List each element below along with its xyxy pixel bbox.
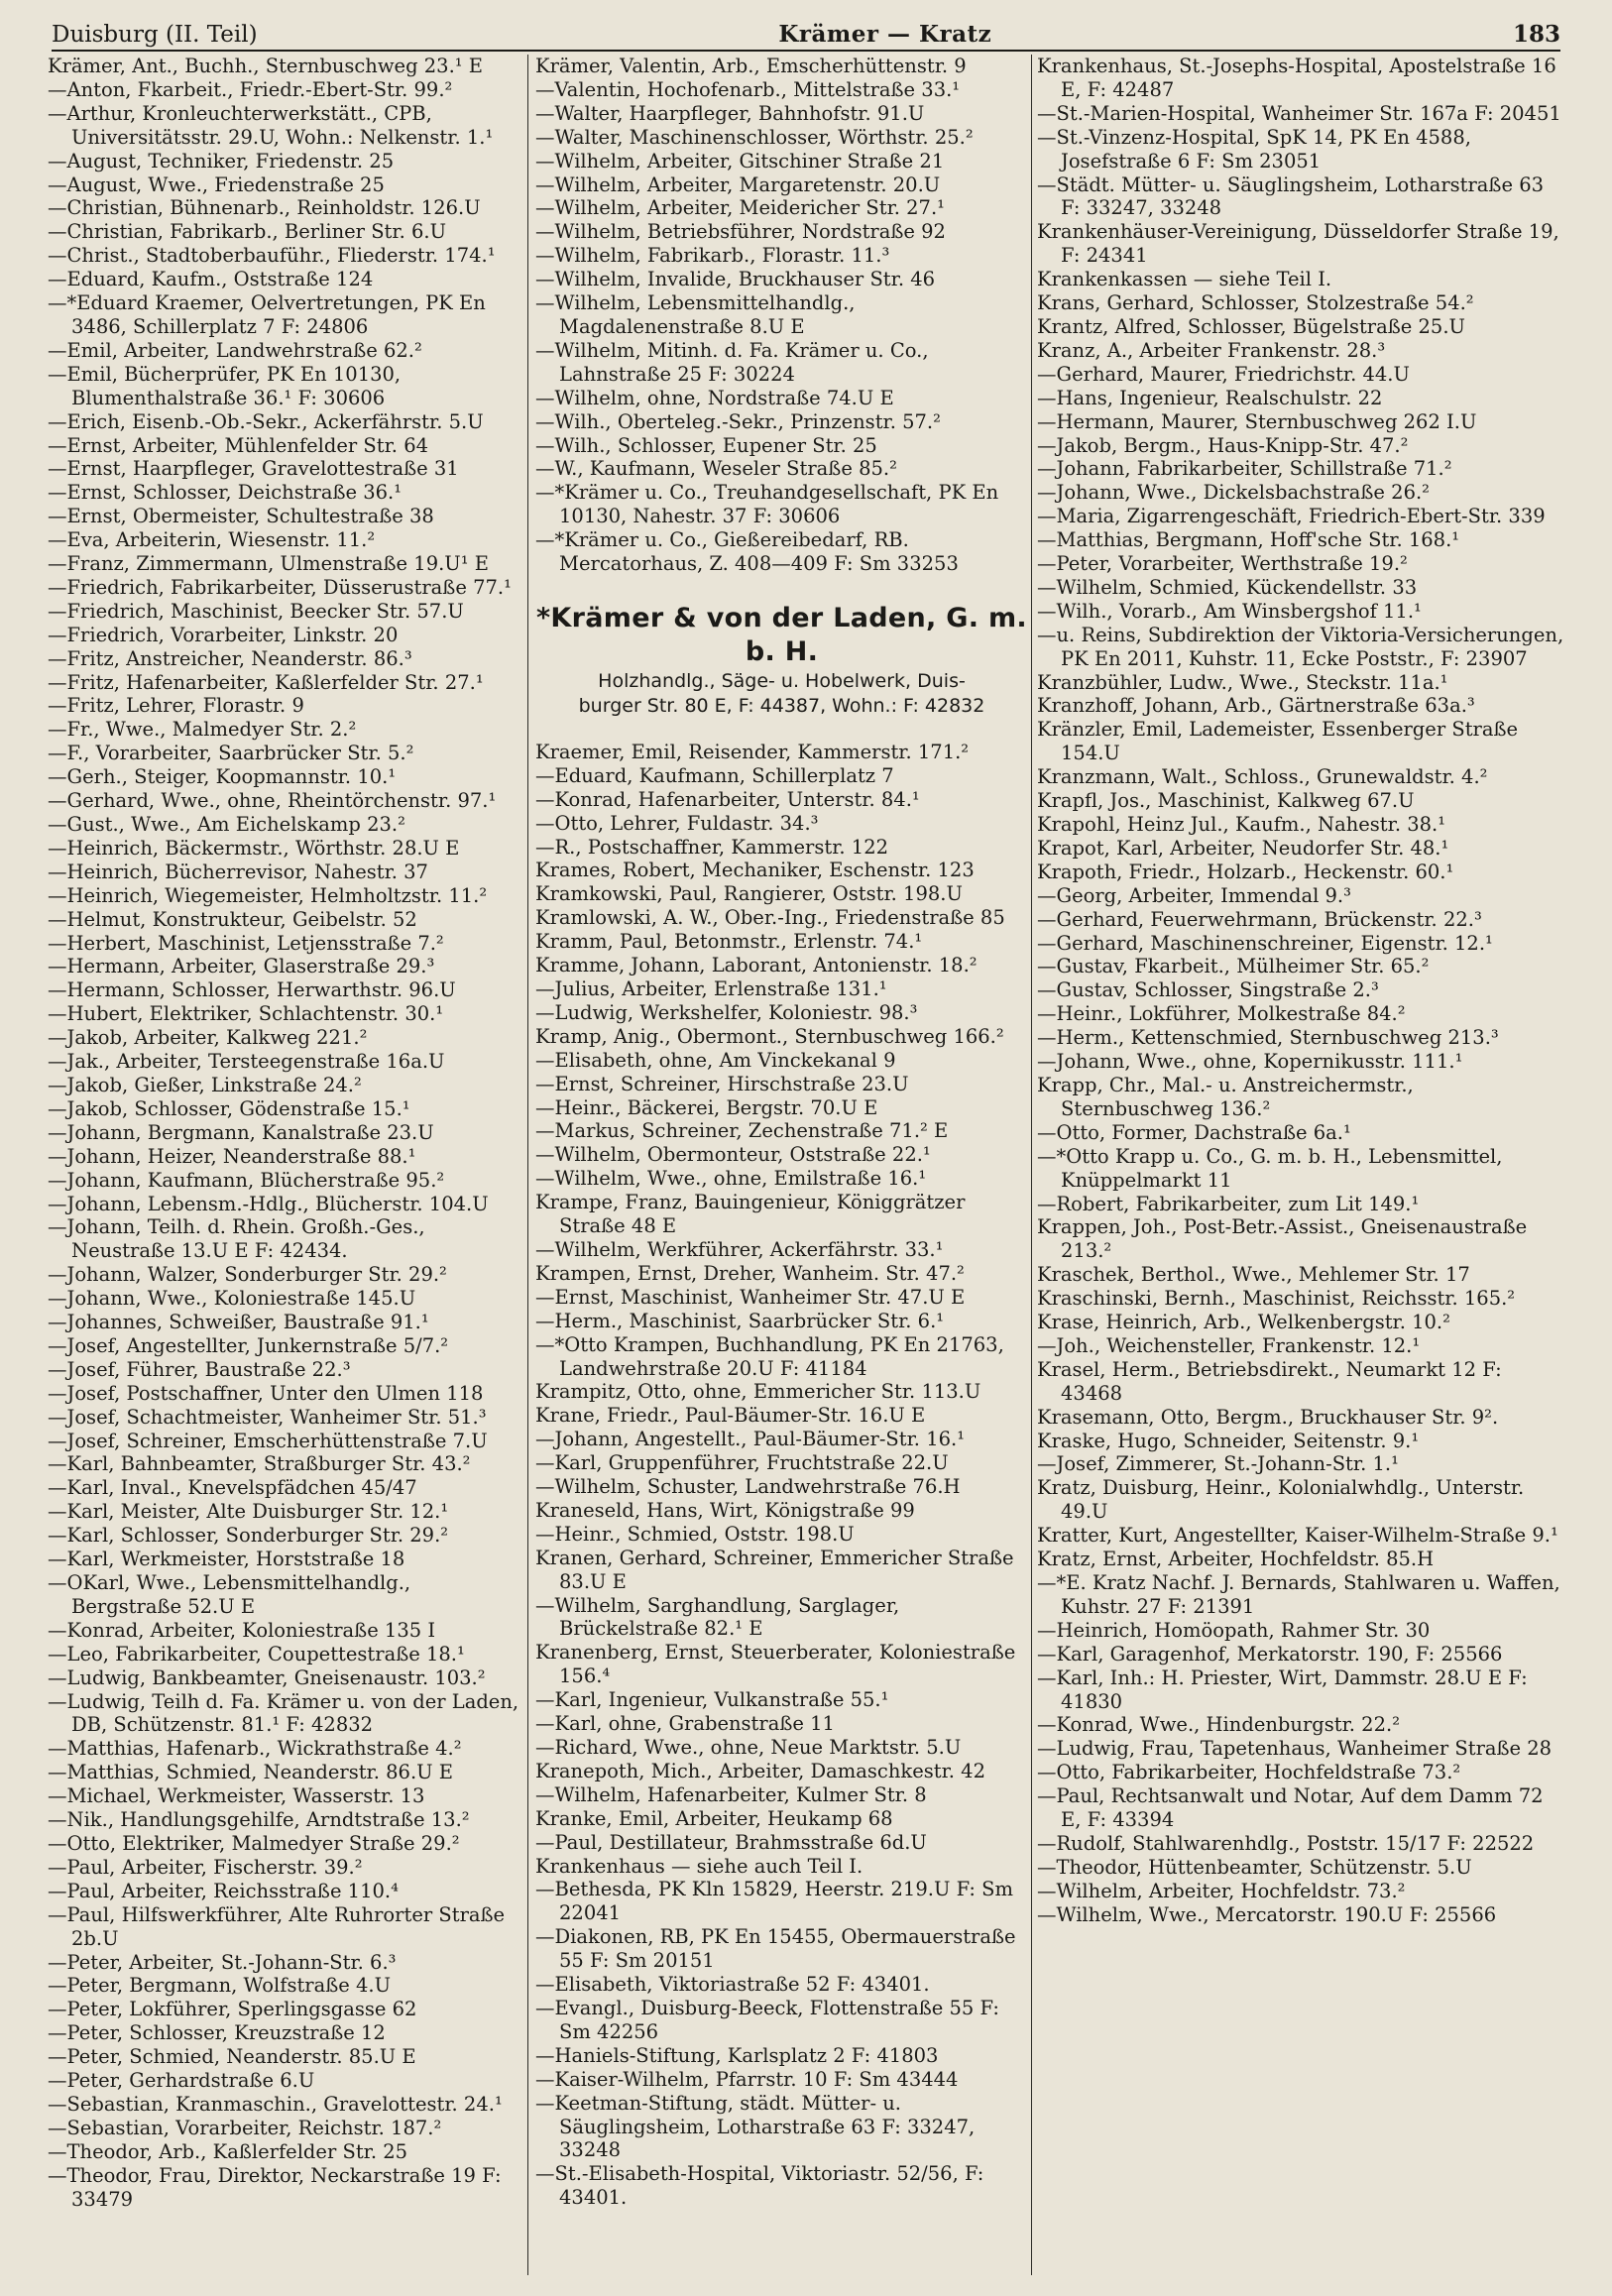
directory-entry: —Johann, Wwe., ohne, Kopernikusstr. 111.¹ xyxy=(1037,1050,1463,1074)
directory-entry: —Wilhelm, ohne, Nordstraße 74.U E xyxy=(535,386,894,409)
directory-entry: —Georg, Arbeiter, Immendal 9.³ xyxy=(1037,883,1351,907)
directory-entry: Kraske, Hugo, Schneider, Seitenstr. 9.¹ xyxy=(1037,1429,1420,1452)
directory-entry: Krapohl, Heinz Jul., Kaufm., Nahestr. 38.¹ xyxy=(1037,813,1446,836)
directory-entry: —Ernst, Schreiner, Hirschstraße 23.U xyxy=(535,1072,909,1095)
header-name-range: Krämer — Kratz xyxy=(778,21,992,48)
directory-entry: —Ludwig, Teilh d. Fa. Krämer u. von der Laden, DB, Schützenstr. 81.¹ F: 42832 xyxy=(48,1689,519,1737)
directory-entry: —Wilhelm, Lebensmittelhandlg., Magdalenenstraße 8.U E xyxy=(535,291,856,338)
directory-entry: —Johann, Heizer, Neanderstraße 88.¹ xyxy=(48,1144,416,1168)
ad-title: *Krämer & von der Laden, G. m. b. H. xyxy=(536,602,1027,667)
directory-entry: —Johann, Teilh. d. Rhein. Großh.-Ges., Neustraße 13.U E F: 42434. xyxy=(48,1215,425,1263)
directory-entry: —Ernst, Maschinist, Wanheimer Str. 47.U E xyxy=(535,1285,966,1309)
directory-entry: —*Eduard Kraemer, Oelvertretungen, PK En 3486, Schillerplatz 7 F: 24806 xyxy=(48,291,486,338)
directory-entry: —Johann, Fabrikarbeiter, Schillstraße 71.² xyxy=(1037,457,1452,481)
directory-entry: —Maria, Zigarrengeschäft, Friedrich-Ebert-Str. 339 xyxy=(1037,505,1546,528)
directory-entry: —Josef, Zimmerer, St.-Johann-Str. 1.¹ xyxy=(1037,1452,1399,1476)
directory-entry: —R., Postschaffner, Kammerstr. 122 xyxy=(535,835,889,859)
directory-entry: —Wilhelm, Invalide, Bruckhauser Str. 46 xyxy=(535,268,936,291)
directory-entry: —Otto, Lehrer, Fuldastr. 34.³ xyxy=(535,811,819,835)
directory-entry: Kranzmann, Walt., Schloss., Grunewaldstr. 4.² xyxy=(1037,765,1488,789)
directory-entry: —St.-Marien-Hospital, Wanheimer Str. 167a F: 20451 xyxy=(1037,101,1561,125)
directory-entry: —Josef, Führer, Baustraße 22.³ xyxy=(48,1357,351,1381)
directory-entry: Krämer, Valentin, Arb., Emscherhüttenstr. 9 xyxy=(535,55,967,77)
directory-entry: —Valentin, Hochofenarb., Mittelstraße 33.¹ xyxy=(535,77,961,101)
directory-entry: —Ernst, Haarpfleger, Gravelottestraße 31 xyxy=(48,457,459,481)
directory-entry: —Jakob, Gießer, Linkstraße 24.² xyxy=(48,1073,362,1096)
directory-entry: —Peter, Bergmann, Wolfstraße 4.U xyxy=(48,1974,392,1998)
directory-entry: Kranen, Gerhard, Schreiner, Emmericher Straße 83.U E xyxy=(535,1546,1014,1593)
directory-entry: —Hermann, Maurer, Sternbuschweg 262 I.U xyxy=(1037,409,1477,433)
directory-entry: Krase, Heinrich, Arb., Welkenbergstr. 10.² xyxy=(1037,1311,1450,1334)
directory-entry: —Wilhelm, Werkführer, Ackerfährstr. 33.¹ xyxy=(535,1237,944,1261)
directory-entry: —Wilh., Oberteleg.-Sekr., Prinzenstr. 57.² xyxy=(535,409,941,433)
directory-entry: —Emil, Arbeiter, Landwehrstraße 62.² xyxy=(48,338,422,362)
directory-entry: —*Krämer u. Co., Gießereibedarf, RB. Mercatorhaus, Z. 408—409 F: Sm 33253 xyxy=(535,528,959,576)
directory-entry: —Joh., Weichensteller, Frankenstr. 12.¹ xyxy=(1037,1333,1421,1357)
directory-entry: —Wilh., Schlosser, Eupener Str. 25 xyxy=(535,433,877,457)
directory-entry: —Friedrich, Fabrikarbeiter, Düsserustraße 77.¹ xyxy=(48,575,512,599)
directory-entry: —Paul, Destillateur, Brahmsstraße 6d.U xyxy=(535,1830,927,1854)
directory-entry: —Christian, Fabrikarb., Berliner Str. 6.U xyxy=(48,220,447,244)
directory-entry: Kranz, A., Arbeiter Frankenstr. 28.³ xyxy=(1037,338,1386,362)
directory-entry: —Hermann, Schlosser, Herwarthstr. 96.U xyxy=(48,978,456,1002)
directory-entry: —Otto, Fabrikarbeiter, Hochfeldstraße 73.² xyxy=(1037,1761,1461,1784)
directory-entry: —Wilhelm, Betriebsführer, Nordstraße 92 xyxy=(535,220,946,244)
directory-entry: —Ludwig, Bankbeamter, Gneisenaustr. 103.² xyxy=(48,1665,486,1689)
directory-entry: —Konrad, Hafenarbeiter, Unterstr. 84.¹ xyxy=(535,787,920,811)
directory-entry: Krankenhäuser-Vereinigung, Düsseldorfer Straße 19, F: 24341 xyxy=(1037,220,1559,268)
directory-entry: —Wilhelm, Sarghandlung, Sarglager, Brückelstraße 82.¹ E xyxy=(535,1593,900,1641)
directory-entry: —Heinrich, Bücherrevisor, Nahestr. 37 xyxy=(48,860,428,883)
directory-entry: —Herm., Maschinist, Saarbrücker Str. 6.¹ xyxy=(535,1309,945,1332)
directory-entry: —Christian, Bühnenarb., Reinholdstr. 126.U xyxy=(48,196,481,220)
directory-entry: —Wilhelm, Arbeiter, Meidericher Str. 27.¹ xyxy=(535,196,945,220)
directory-entry: —Ludwig, Frau, Tapetenhaus, Wanheimer Straße 28 xyxy=(1037,1737,1553,1761)
directory-entry: —Diakonen, RB, PK En 15455, Obermauerstraße 55 F: Sm 20151 xyxy=(535,1925,1016,1973)
directory-entry: —Gust., Wwe., Am Eichelskamp 23.² xyxy=(48,813,405,836)
directory-entry: —Haniels-Stiftung, Karlsplatz 2 F: 41803 xyxy=(535,2043,939,2067)
directory-entry: Kramlowski, A. W., Ober.-Ing., Friedenstraße 85 xyxy=(535,906,1005,930)
directory-entry: —Konrad, Wwe., Hindenburgstr. 22.² xyxy=(1037,1713,1401,1737)
directory-entry: —Hermann, Arbeiter, Glaserstraße 29.³ xyxy=(48,955,435,978)
directory-entry: —Elisabeth, ohne, Am Vinckekanal 9 xyxy=(535,1048,896,1072)
directory-entry: —Heinr., Schmied, Oststr. 198.U xyxy=(535,1522,855,1546)
directory-entry: —Johann, Walzer, Sonderburger Str. 29.² xyxy=(48,1263,447,1287)
directory-entry: —u. Reins, Subdirektion der Viktoria-Versicherungen, PK En 2011, Kuhstr. 11, Ecke Poststr., F: 23907 xyxy=(1037,623,1564,670)
directory-entry: —Evangl., Duisburg-Beeck, Flottenstraße 55 F: Sm 42256 xyxy=(535,1996,999,2043)
directory-entry: —Konrad, Arbeiter, Koloniestraße 135 I xyxy=(48,1618,436,1642)
directory-entry: —Gustav, Fkarbeit., Mülheimer Str. 65.² xyxy=(1037,955,1430,978)
directory-entry: —Wilhelm, Arbeiter, Hochfeldstr. 73.² xyxy=(1037,1879,1406,1902)
directory-entry: —Johann, Wwe., Koloniestraße 145.U xyxy=(48,1287,416,1311)
directory-entry: Krankenhaus, St.-Josephs-Hospital, Apostelstraße 16 E, F: 42487 xyxy=(1037,55,1556,101)
directory-entry: Krampen, Ernst, Dreher, Wanheim. Str. 47.² xyxy=(535,1261,965,1285)
directory-entry: Krapfl, Jos., Maschinist, Kalkweg 67.U xyxy=(1037,789,1415,813)
directory-entry: —Karl, Gruppenführer, Fruchtstraße 22.U xyxy=(535,1451,949,1475)
column-2-bottom xyxy=(535,741,1028,2210)
directory-entry: —Christ., Stadtoberbauführ., Fliederstr. 174.¹ xyxy=(48,244,496,268)
directory-entry: —Ernst, Schlosser, Deichstraße 36.¹ xyxy=(48,481,403,505)
directory-entry: —Otto, Elektriker, Malmedyer Straße 29.² xyxy=(48,1831,460,1855)
directory-entry: Krapp, Chr., Mal.- u. Anstreichermstr., Sternbuschweg 136.² xyxy=(1037,1073,1414,1120)
directory-entry: —Wilhelm, Wwe., ohne, Emilstraße 16.¹ xyxy=(535,1167,927,1191)
directory-entry: —F., Vorarbeiter, Saarbrücker Str. 5.² xyxy=(48,742,414,765)
directory-entry: —Kaiser-Wilhelm, Pfarrstr. 10 F: Sm 43444 xyxy=(535,2067,959,2091)
directory-entry: —Paul, Arbeiter, Reichsstraße 110.⁴ xyxy=(48,1879,399,1902)
directory-entry: —Helmut, Konstrukteur, Geibelstr. 52 xyxy=(48,907,417,931)
directory-entry: —Fritz, Lehrer, Florastr. 9 xyxy=(48,694,304,718)
directory-entry: Krasemann, Otto, Bergm., Bruckhauser Str. 9². xyxy=(1037,1405,1499,1429)
directory-entry: Kraneseld, Hans, Wirt, Königstraße 99 xyxy=(535,1498,915,1522)
directory-entry: —Leo, Fabrikarbeiter, Coupettestraße 18.¹ xyxy=(48,1642,465,1665)
directory-entry: —Karl, Garagenhof, Merkatorstr. 190, F: 25566 xyxy=(1037,1642,1503,1665)
directory-entry: —Josef, Angestellter, Junkernstraße 5/7.² xyxy=(48,1333,449,1357)
directory-entry: —Fritz, Anstreicher, Neanderstr. 86.³ xyxy=(48,646,412,670)
directory-entry: —Gustav, Schlosser, Singstraße 2.³ xyxy=(1037,978,1379,1002)
directory-entry: —August, Wwe., Friedenstraße 25 xyxy=(48,172,385,196)
directory-entry: Krämer, Ant., Buchh., Sternbuschweg 23.¹ E xyxy=(48,55,484,77)
directory-entry: Kraschek, Berthol., Wwe., Mehlemer Str. 17 xyxy=(1037,1263,1470,1287)
directory-entry: —Walter, Haarpfleger, Bahnhofstr. 91.U xyxy=(535,101,925,125)
directory-entry: —Jakob, Arbeiter, Kalkweg 221.² xyxy=(48,1026,368,1050)
directory-entry: —Wilhelm, Arbeiter, Gitschiner Straße 21 xyxy=(535,149,945,172)
directory-entry: —Julius, Arbeiter, Erlenstraße 131.¹ xyxy=(535,977,887,1000)
directory-entry: —Herbert, Maschinist, Letjensstraße 7.² xyxy=(48,931,444,955)
directory-entry: —Heinrich, Bäckermstr., Wörthstr. 28.U E xyxy=(48,836,460,860)
directory-entry: Kränzler, Emil, Lademeister, Essenberger Straße 154.U xyxy=(1037,718,1519,765)
directory-entry: —Robert, Fabrikarbeiter, zum Lit 149.¹ xyxy=(1037,1192,1420,1215)
directory-entry: —Johann, Angestellt., Paul-Bäumer-Str. 16.¹ xyxy=(535,1428,966,1451)
directory-entry: Kramp, Anig., Obermont., Sternbuschweg 166.² xyxy=(535,1024,1004,1048)
directory-entry: —Arthur, Kronleuchterwerkstätt., CPB, Universitätsstr. 29.U, Wohn.: Nelkenstr. 1.¹ xyxy=(48,101,494,149)
directory-entry: —Peter, Gerhardstraße 6.U xyxy=(48,2069,315,2093)
directory-entry: —*Otto Krapp u. Co., G. m. b. H., Lebensmittel, Knüppelmarkt 11 xyxy=(1037,1144,1503,1192)
directory-entry: —Peter, Schlosser, Kreuzstraße 12 xyxy=(48,2021,386,2045)
directory-entry: —Eduard, Kaufm., Oststraße 124 xyxy=(48,268,374,291)
directory-entry: Kratz, Duisburg, Heinr., Kolonialwhdlg., Unterstr. 49.U xyxy=(1037,1476,1525,1524)
directory-entry: —Herm., Kettenschmied, Sternbuschweg 213.³ xyxy=(1037,1026,1499,1050)
directory-entry: Kranepoth, Mich., Arbeiter, Damaschkestr. 42 xyxy=(535,1759,985,1782)
directory-entry: —Wilhelm, Fabrikarb., Florastr. 11.³ xyxy=(535,244,890,268)
directory-entry: —*Otto Krampen, Buchhandlung, PK En 21763, Landwehrstraße 20.U F: 41184 xyxy=(535,1332,1004,1380)
directory-entry: Kratter, Kurt, Angestellter, Kaiser-Wilhelm-Straße 9.¹ xyxy=(1037,1524,1558,1548)
directory-entry: —Wilhelm, Mitinh. d. Fa. Krämer u. Co., Lahnstraße 25 F: 30224 xyxy=(535,338,929,386)
column-1 xyxy=(48,55,519,2285)
directory-entry: —Wilhelm, Schuster, Landwehrstraße 76.H xyxy=(535,1475,961,1499)
directory-entry: —Theodor, Arb., Kaßlerfelder Str. 25 xyxy=(48,2139,408,2163)
directory-entry: —Ernst, Obermeister, Schultestraße 38 xyxy=(48,505,434,528)
directory-entry: —Eduard, Kaufmann, Schillerplatz 7 xyxy=(535,763,894,787)
directory-entry: —Matthias, Bergmann, Hoff'sche Str. 168.¹ xyxy=(1037,528,1460,552)
directory-entry: —Franz, Zimmermann, Ulmenstraße 19.U¹ E xyxy=(48,552,489,576)
header-city-part: Duisburg (II. Teil) xyxy=(52,22,258,48)
directory-entry: —Theodor, Hüttenbeamter, Schützenstr. 5.U xyxy=(1037,1855,1472,1879)
directory-entry: —Karl, Schlosser, Sonderburger Str. 29.² xyxy=(48,1524,449,1548)
directory-entry: —Sebastian, Vorarbeiter, Reichstr. 187.² xyxy=(48,2116,442,2139)
directory-entry: —Karl, Inh.: H. Priester, Wirt, Dammstr. 28.U E F: 41830 xyxy=(1037,1665,1528,1713)
directory-entry: —Nik., Handlungsgehilfe, Arndtstraße 13.² xyxy=(48,1808,470,1832)
directory-entry: —Friedrich, Maschinist, Beecker Str. 57.U xyxy=(48,599,464,623)
directory-entry: —Paul, Arbeiter, Fischerstr. 39.² xyxy=(48,1855,363,1879)
directory-entry: —Heinr., Bäckerei, Bergstr. 70.U E xyxy=(535,1095,878,1119)
directory-entry: —Wilhelm, Hafenarbeiter, Kulmer Str. 8 xyxy=(535,1782,927,1806)
directory-entry: —Heinrich, Wiegemeister, Helmholtzstr. 11.² xyxy=(48,883,488,907)
directory-entry: Krankenkassen — siehe Teil I. xyxy=(1037,268,1332,291)
directory-entry: Kranzbühler, Ludw., Wwe., Steckstr. 11a.¹ xyxy=(1037,670,1448,694)
directory-entry: —OKarl, Wwe., Lebensmittelhandlg., Bergstraße 52.U E xyxy=(48,1571,411,1618)
directory-entry: —Sebastian, Kranmaschin., Gravelottestr. 24.¹ xyxy=(48,2092,503,2116)
column-2 xyxy=(535,55,1028,2285)
directory-entry: —Wilhelm, Obermonteur, Oststraße 22.¹ xyxy=(535,1143,931,1167)
directory-entry: Krantz, Alfred, Schlosser, Bügelstraße 25.U xyxy=(1037,314,1465,338)
directory-entry: Krapoth, Friedr., Holzarb., Heckenstr. 60.¹ xyxy=(1037,860,1454,883)
directory-entry: —Johannes, Schweißer, Baustraße 91.¹ xyxy=(48,1311,429,1334)
directory-entry: Kranenberg, Ernst, Steuerberater, Koloniestraße 156.⁴ xyxy=(535,1641,1016,1688)
directory-entry: —Karl, Bahnbeamter, Straßburger Str. 43.² xyxy=(48,1452,471,1476)
directory-entry: —Markus, Schreiner, Zechenstraße 71.² E xyxy=(535,1119,949,1143)
directory-entry: Kranzhoff, Johann, Arb., Gärtnerstraße 63a.³ xyxy=(1037,694,1475,718)
directory-entry: —Johann, Wwe., Dickelsbachstraße 26.² xyxy=(1037,481,1430,505)
directory-entry: —St.-Vinzenz-Hospital, SpK 14, PK En 4588, Josefstraße 6 F: Sm 23051 xyxy=(1037,125,1471,172)
directory-entry: Krasel, Herm., Betriebsdirekt., Neumarkt 12 F: 43468 xyxy=(1037,1357,1502,1405)
directory-entry: —Eva, Arbeiterin, Wiesenstr. 11.² xyxy=(48,528,376,552)
directory-entry: —Karl, ohne, Grabenstraße 11 xyxy=(535,1712,835,1736)
ad-line: burger Str. 80 E, F: 44387, Wohn.: F: 42832 xyxy=(578,694,985,717)
directory-entry: —Michael, Werkmeister, Wasserstr. 13 xyxy=(48,1784,425,1808)
directory-entry: —Karl, Inval., Knevelspfädchen 45/47 xyxy=(48,1476,417,1500)
directory-entry: —Fr., Wwe., Malmedyer Str. 2.² xyxy=(48,718,357,742)
page-header xyxy=(52,12,1560,52)
directory-entry: —Wilhelm, Arbeiter, Margaretenstr. 20.U xyxy=(535,172,941,196)
directory-entry: —Josef, Schreiner, Emscherhüttenstraße 7.U xyxy=(48,1429,488,1452)
column-3 xyxy=(1037,55,1566,2285)
directory-entry: Kraemer, Emil, Reisender, Kammerstr. 171.² xyxy=(535,740,970,763)
directory-entry: —Wilh., Vorarb., Am Winsbergshof 11.¹ xyxy=(1037,599,1422,623)
directory-entry: —Hans, Ingenieur, Realschulstr. 22 xyxy=(1037,386,1383,409)
ad-line: Holzhandlg., Säge- u. Hobelwerk, Duis- xyxy=(598,669,966,692)
directory-entry: Kratz, Ernst, Arbeiter, Hochfeldstr. 85.H xyxy=(1037,1548,1435,1571)
directory-entry: —Peter, Lokführer, Sperlingsgasse 62 xyxy=(48,1998,417,2021)
directory-entry: —Paul, Rechtsanwalt und Notar, Auf dem Damm 72 E, F: 43394 xyxy=(1037,1784,1544,1832)
directory-entry: —Jakob, Schlosser, Gödenstraße 15.¹ xyxy=(48,1096,410,1120)
directory-entry: Krapot, Karl, Arbeiter, Neudorfer Str. 48.¹ xyxy=(1037,836,1449,860)
directory-entry: —Elisabeth, Viktoriastraße 52 F: 43401. xyxy=(535,1973,930,1997)
directory-entry: —Heinrich, Homöopath, Rahmer Str. 30 xyxy=(1037,1618,1431,1642)
directory-entry: —Erich, Eisenb.-Ob.-Sekr., Ackerfährstr. 5.U xyxy=(48,409,484,433)
directory-entry: —Gerhard, Wwe., ohne, Rheintörchenstr. 97.¹ xyxy=(48,789,497,813)
directory-entry: —Gerhard, Maschinenschreiner, Eigenstr. 12.¹ xyxy=(1037,931,1493,955)
directory-entry: —Josef, Schachtmeister, Wanheimer Str. 51.³ xyxy=(48,1405,487,1429)
directory-entry: —Johann, Kaufmann, Blücherstraße 95.² xyxy=(48,1168,445,1192)
directory-entry: —Anton, Fkarbeit., Friedr.-Ebert-Str. 99.² xyxy=(48,77,453,101)
directory-entry: —W., Kaufmann, Weseler Straße 85.² xyxy=(535,457,897,481)
directory-entry: —Richard, Wwe., ohne, Neue Marktstr. 5.U xyxy=(535,1736,962,1759)
directory-entry: Kramme, Johann, Laborant, Antonienstr. 18.² xyxy=(535,954,978,977)
directory-entry: —Johann, Bergmann, Kanalstraße 23.U xyxy=(48,1120,434,1144)
directory-entry: —Friedrich, Vorarbeiter, Linkstr. 20 xyxy=(48,623,399,646)
directory-entry: —Ludwig, Werkshelfer, Koloniestr. 98.³ xyxy=(535,1000,918,1024)
directory-entry: —Jakob, Bergm., Haus-Knipp-Str. 47.² xyxy=(1037,433,1409,457)
directory-entry: Kraschinski, Bernh., Maschinist, Reichsstr. 165.² xyxy=(1037,1287,1516,1311)
directory-entry: —*Krämer u. Co., Treuhandgesellschaft, PK En 10130, Nahestr. 37 F: 30606 xyxy=(535,481,999,528)
directory-entry: —Jak., Arbeiter, Tersteegenstraße 16a.U xyxy=(48,1050,445,1074)
directory-entry: Kramkowski, Paul, Rangierer, Oststr. 198.U xyxy=(535,882,963,906)
directory-entry: —*E. Kratz Nachf. J. Bernards, Stahlwaren u. Waffen, Kuhstr. 27 F: 21391 xyxy=(1037,1571,1560,1618)
directory-entry: —Peter, Schmied, Neanderstr. 85.U E xyxy=(48,2045,416,2069)
directory-entry: —Matthias, Schmied, Neanderstr. 86.U E xyxy=(48,1761,454,1784)
column-divider xyxy=(527,55,528,2275)
directory-entry: —Heinr., Lokführer, Molkestraße 84.² xyxy=(1037,1002,1406,1026)
directory-entry: —Hubert, Elektriker, Schlachtenstr. 30.¹ xyxy=(48,1002,444,1026)
directory-entry: —Gerhard, Feuerwehrmann, Brückenstr. 22.³ xyxy=(1037,907,1482,931)
advertisement-box xyxy=(535,602,1028,719)
directory-entry: —Wilhelm, Schmied, Kückendellstr. 33 xyxy=(1037,575,1418,599)
directory-entry: —Ernst, Arbeiter, Mühlenfelder Str. 64 xyxy=(48,433,429,457)
directory-entry: —Johann, Lebensm.-Hdlg., Blücherstr. 104.U xyxy=(48,1192,489,1215)
directory-entry: Krans, Gerhard, Schlosser, Stolzestraße 54.² xyxy=(1037,291,1474,315)
directory-entry: Krane, Friedr., Paul-Bäumer-Str. 16.U E xyxy=(535,1404,926,1428)
column-2-top xyxy=(535,55,1028,576)
directory-entry: Krampitz, Otto, ohne, Emmericher Str. 113.U xyxy=(535,1380,981,1404)
directory-entry: Krames, Robert, Mechaniker, Eschenstr. 123 xyxy=(535,859,975,882)
directory-entry: —Städt. Mütter- u. Säuglingsheim, Lotharstraße 63 F: 33247, 33248 xyxy=(1037,172,1545,220)
directory-entry: Kranke, Emil, Arbeiter, Heukamp 68 xyxy=(535,1806,893,1830)
directory-entry: —Paul, Hilfswerkführer, Alte Ruhrorter Straße 2b.U xyxy=(48,1902,506,1950)
column-divider xyxy=(1031,55,1032,2275)
directory-entry: —Keetman-Stiftung, städt. Mütter- u. Säuglingsheim, Lotharstraße 63 F: 33247, 33248 xyxy=(535,2091,976,2162)
directory-entry: —Matthias, Hafenarb., Wickrathstraße 4.² xyxy=(48,1737,462,1761)
directory-entry: —August, Techniker, Friedenstr. 25 xyxy=(48,149,395,172)
directory-entry: Kramm, Paul, Betonmstr., Erlenstr. 74.¹ xyxy=(535,930,923,954)
directory-entry: —Peter, Arbeiter, St.-Johann-Str. 6.³ xyxy=(48,1950,397,1974)
directory-entry: —Josef, Postschaffner, Unter den Ulmen 118 xyxy=(48,1381,484,1405)
directory-entry: Krampe, Franz, Bauingenieur, Königgrätzer Straße 48 E xyxy=(535,1191,966,1238)
directory-entry: —Theodor, Frau, Direktor, Neckarstraße 19 F: 33479 xyxy=(48,2163,502,2211)
directory-entry: Krankenhaus — siehe auch Teil I. xyxy=(535,1854,864,1878)
directory-entry: —Karl, Meister, Alte Duisburger Str. 12.¹ xyxy=(48,1500,449,1524)
directory-entry: —Emil, Bücherprüfer, PK En 10130, Blumenthalstraße 36.¹ F: 30606 xyxy=(48,362,402,409)
directory-entry: Krappen, Joh., Post-Betr.-Assist., Gneisenaustraße 213.² xyxy=(1037,1215,1528,1263)
directory-entry: —Karl, Werkmeister, Horststraße 18 xyxy=(48,1548,405,1571)
directory-entry: —Gerh., Steiger, Koopmannstr. 10.¹ xyxy=(48,765,397,789)
directory-entry: —Otto, Former, Dachstraße 6a.¹ xyxy=(1037,1120,1351,1144)
page-number: 183 xyxy=(1512,21,1560,48)
directory-entry: —Rudolf, Stahlwarenhdlg., Poststr. 15/17 F: 22522 xyxy=(1037,1831,1535,1855)
directory-entry: —Peter, Vorarbeiter, Werthstraße 19.² xyxy=(1037,552,1408,576)
directory-entry: —Bethesda, PK Kln 15829, Heerstr. 219.U F: Sm 22041 xyxy=(535,1878,1014,1925)
directory-entry: —St.-Elisabeth-Hospital, Viktoriastr. 52/56, F: 43401. xyxy=(535,2162,984,2210)
directory-entry: —Karl, Ingenieur, Vulkanstraße 55.¹ xyxy=(535,1688,889,1712)
directory-entry: —Walter, Maschinenschlosser, Wörthstr. 25.² xyxy=(535,125,974,149)
directory-entry: —Gerhard, Maurer, Friedrichstr. 44.U xyxy=(1037,362,1410,386)
directory-entry: —Fritz, Hafenarbeiter, Kaßlerfelder Str. 27.¹ xyxy=(48,670,484,694)
directory-entry: —Wilhelm, Wwe., Mercatorstr. 190.U F: 25566 xyxy=(1037,1902,1497,1926)
